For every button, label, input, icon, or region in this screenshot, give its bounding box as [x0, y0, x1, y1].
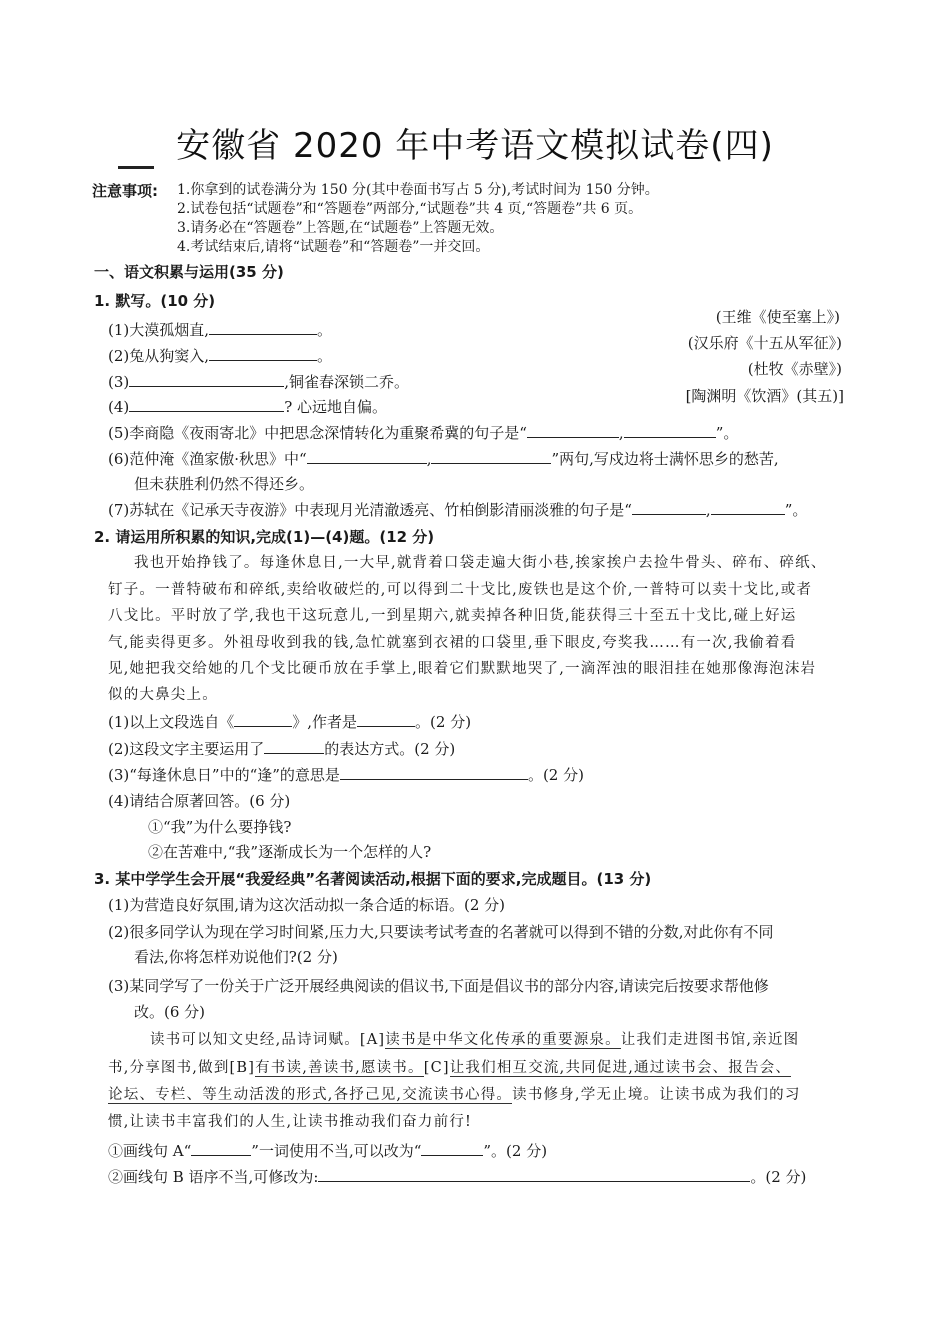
notes-label: 注意事项:	[92, 182, 158, 200]
answer-blank[interactable]	[129, 397, 284, 412]
q2-sub-4-b: ②在苦难中,“我”逐渐成长为一个怎样的人?	[148, 843, 432, 861]
q2-passage-line: 似的大鼻尖上。	[108, 687, 218, 703]
q3-material-line-1: 读书可以知文史经,品诗词赋。[A]读书是中华文化传承的重要源泉。让我们走进图书馆,亲近图	[150, 1032, 800, 1048]
q1-line-5: (5)李商隐《夜雨寄北》中把思念深情转化为重聚希冀的句子是“ , ”。	[108, 424, 739, 442]
answer-blank[interactable]	[357, 712, 415, 727]
q1-line-1: (1)大漠孤烟直, 。	[108, 321, 333, 339]
answer-blank[interactable]	[307, 449, 427, 464]
notes-item-1: 1.你拿到的试卷满分为 150 分(其中卷面书写占 5 分),考试时间为 150 分钟。	[177, 182, 659, 198]
q2-passage-line: 气,能卖得更多。外祖母收到我的钱,急忙就塞到衣裙的口袋里,垂下眼皮,夸奖我……有一次,我偷着看	[108, 635, 797, 651]
q2-passage-line: 八戈比。平时放了学,我也干这玩意儿,一到星期六,就卖掉各种旧货,能获得三十至五十戈比,碰上好运	[108, 608, 797, 624]
q1-source-2: (汉乐府《十五从军征》)	[687, 334, 842, 352]
answer-blank[interactable]	[632, 500, 706, 515]
q1-source-4: [陶渊明《饮酒》(其五)]	[685, 387, 844, 405]
q1-line-2: (2)兔从狗窦入, 。	[108, 347, 333, 365]
q2-title: 2. 请运用所积累的知识,完成(1)—(4)题。(12 分)	[94, 528, 435, 546]
q3-part-1: (1)为营造良好氛围,请为这次活动拟一条合适的标语。(2 分)	[108, 896, 506, 914]
q3-material-line-4: 惯,让读书丰富我们的人生,让读书推动我们奋力前行!	[108, 1114, 473, 1130]
q3-title: 3. 某中学学生会开展“我爱经典”名著阅读活动,根据下面的要求,完成题目。(13 分)	[94, 870, 652, 888]
answer-blank[interactable]	[318, 1167, 750, 1182]
notes-item-2: 2.试卷包括“试题卷”和“答题卷”两部分,“试题卷”共 4 页,“答题卷”共 6 页。	[177, 201, 643, 217]
page-title: 安徽省 2020 年中考语文模拟试卷(四)	[176, 126, 774, 166]
q2-sub-4-a: ①“我”为什么要挣钱?	[148, 818, 292, 836]
decorative-mark	[118, 166, 154, 169]
answer-blank[interactable]	[191, 1141, 251, 1156]
q2-sub-1: (1)以上文段选自《 》,作者是 。(2 分)	[108, 713, 472, 731]
q1-line-4: (4) ? 心远地自偏。	[108, 398, 388, 416]
q2-passage-line: 我也开始挣钱了。每逢休息日,一大早,就背着口袋走遍大街小巷,挨家挨户去捡牛骨头、碎布、碎纸、	[134, 555, 827, 571]
q2-passage-line: 见,她把我交给她的几个戈比硬币放在手掌上,眼着它们默默地哭了,一滴浑浊的眼泪挂在她那像海泡沫岩	[108, 661, 817, 677]
answer-blank[interactable]	[340, 765, 528, 780]
answer-blank[interactable]	[431, 449, 551, 464]
q1-line-6-cont: 但未获胜利仍然不得还乡。	[134, 475, 315, 493]
q1-line-7: (7)苏轼在《记承天寺夜游》中表现月光清澈透亮、竹柏倒影清丽淡雅的句子是“ , ”。	[108, 501, 808, 519]
notes-item-4: 4.考试结束后,请将“试题卷”和“答题卷”一并交回。	[177, 239, 490, 255]
notes-item-3: 3.请务必在“答题卷”上答题,在“试题卷”上答题无效。	[177, 220, 504, 236]
answer-blank[interactable]	[209, 320, 317, 335]
q1-line-6: (6)范仲淹《渔家傲·秋思》中“ , ”两句,写戍边将士满怀思乡的愁苦,	[108, 450, 779, 468]
q3-sub-b: ②画线句 B 语序不当,可修改为: 。(2 分)	[108, 1168, 807, 1186]
answer-blank[interactable]	[527, 423, 619, 438]
section-heading: 一、语文积累与运用(35 分)	[94, 263, 284, 281]
answer-blank[interactable]	[711, 500, 785, 515]
q3-sub-a: ①画线句 A“ ”一词使用不当,可以改为“ ”。(2 分)	[108, 1142, 548, 1160]
q3-part-3-cont: 改。(6 分)	[134, 1003, 206, 1021]
q1-line-3: (3) ,铜雀春深锁二乔。	[108, 373, 410, 391]
answer-blank[interactable]	[421, 1141, 483, 1156]
q3-part-2: (2)很多同学认为现在学习时间紧,压力大,只要读考试考查的名著就可以得到不错的分数,对此你有不同	[108, 923, 774, 941]
q1-source-1: (王维《使至塞上》)	[715, 308, 840, 326]
q2-passage-line: 钉子。一普特破布和碎纸,卖给收破烂的,可以得到二十戈比,废铁也是这个价,一普特可以卖十戈比,或者	[108, 582, 813, 598]
answer-blank[interactable]	[209, 346, 317, 361]
answer-blank[interactable]	[129, 372, 284, 387]
q3-part-2-cont: 看法,你将怎样劝说他们?(2 分)	[134, 948, 338, 966]
q3-material-line-2: 书,分享图书,做到[B]有书读,善读书,愿读书。[C]让我们相互交流,共同促进,通过读书会、报告会、	[108, 1060, 792, 1076]
q2-sub-3: (3)“每逢休息日”中的“逢”的意思是 。(2 分)	[108, 766, 584, 784]
q3-part-3: (3)某同学写了一份关于广泛开展经典阅读的倡议书,下面是倡议书的部分内容,请读完后按要求帮他修	[108, 977, 769, 995]
q2-sub-4: (4)请结合原著回答。(6 分)	[108, 792, 291, 810]
q1-source-3: (杜牧《赤壁》)	[747, 360, 842, 378]
answer-blank[interactable]	[624, 423, 716, 438]
q2-sub-2: (2)这段文字主要运用了 的表达方式。(2 分)	[108, 740, 456, 758]
q1-title: 1. 默写。(10 分)	[94, 292, 216, 310]
answer-blank[interactable]	[264, 739, 324, 754]
q3-material-line-3: 论坛、专栏、等生动活泼的形式,各抒己见,交流读书心得。读书修身,学无止境。让读书成为我们的习	[108, 1087, 801, 1103]
answer-blank[interactable]	[234, 712, 292, 727]
